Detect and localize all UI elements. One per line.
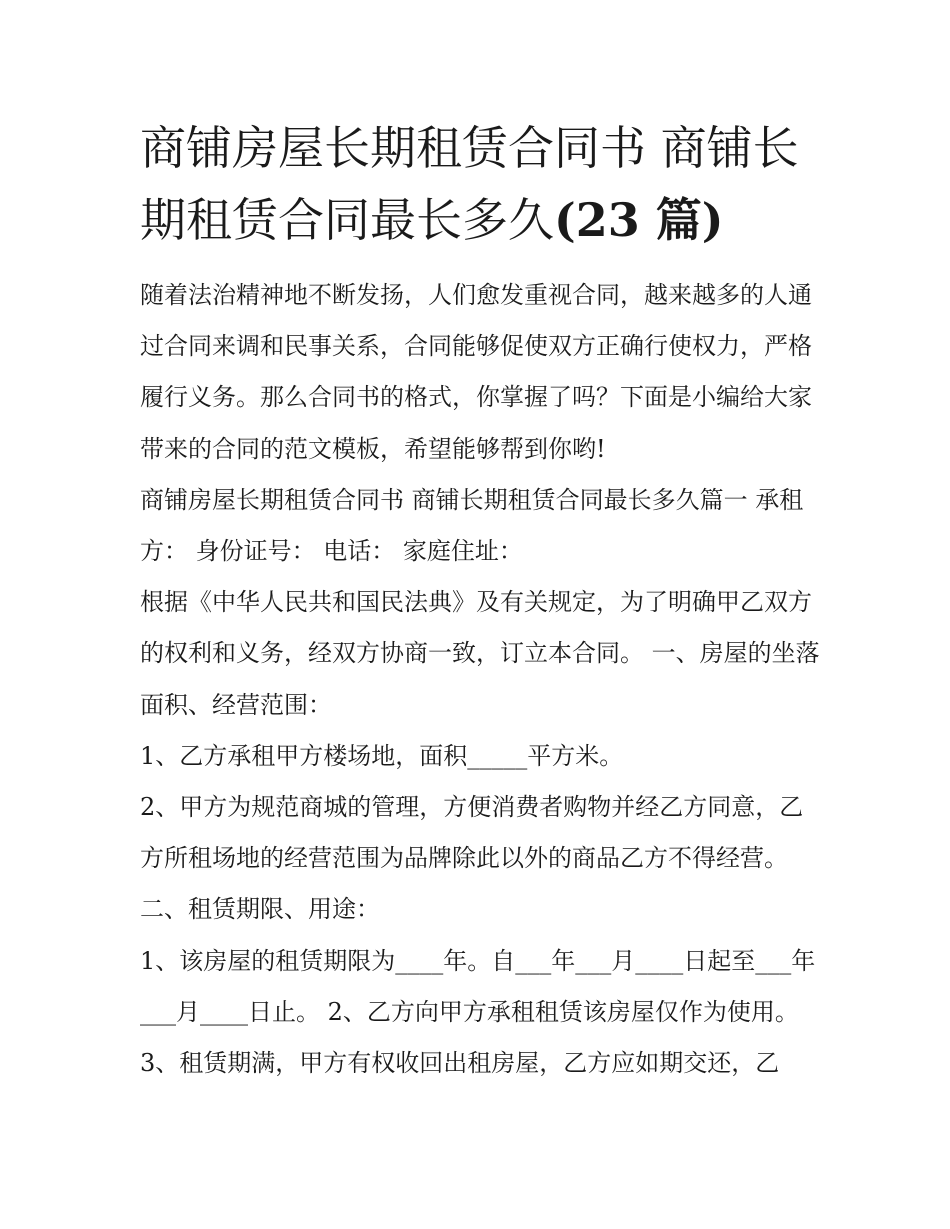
- document-title-count: (23 篇): [554, 193, 724, 247]
- clause-expiry-paragraph: 3、租赁期满，甲方有权收回出租房屋，乙方应如期交还，乙: [140, 1049, 780, 1078]
- contract-heading-paragraph: 商铺房屋长期租赁合同书 商铺长期租赁合同最长多久篇一 承租方： 身份证号： 电话： 家庭住址：: [140, 485, 804, 566]
- document-page: [140, 112, 820, 1089]
- legal-basis-paragraph: 根据《中华人民共和国民法典》及有关规定，为了明确甲乙双方的权利和义务，经双方协商一致，订立本合同。 一、房屋的坐落面积、经营范围：: [140, 588, 820, 719]
- clause-area-paragraph: 1、乙方承租甲方楼场地，面积_____平方米。: [140, 741, 624, 770]
- clause-scope-paragraph: 2、甲方为规范商城的管理，方便消费者购物并经乙方同意，乙方所租场地的经营范围为品牌除此以外的商品乙方不得经营。 二、租赁期限、用途：: [140, 793, 804, 924]
- document-title: [140, 112, 820, 256]
- intro-paragraph: 随着法治精神地不断发扬，人们愈发重视合同，越来越多的人通过合同来调和民事关系，合同能够促使双方正确行使权力，严格履行义务。那么合同书的格式，你掌握了吗？下面是小编给大家带来的合同的范文模板，希望能够帮到你哟!: [140, 281, 812, 463]
- clause-term-paragraph: 1、该房屋的租赁期限为____年。自___年___月____日起至___年___月____日止。 2、乙方向甲方承租租赁该房屋仅作为使用。: [140, 946, 816, 1026]
- document-title-main: 商铺房屋长期租赁合同书 商铺长期租赁合同最长多久: [140, 121, 799, 247]
